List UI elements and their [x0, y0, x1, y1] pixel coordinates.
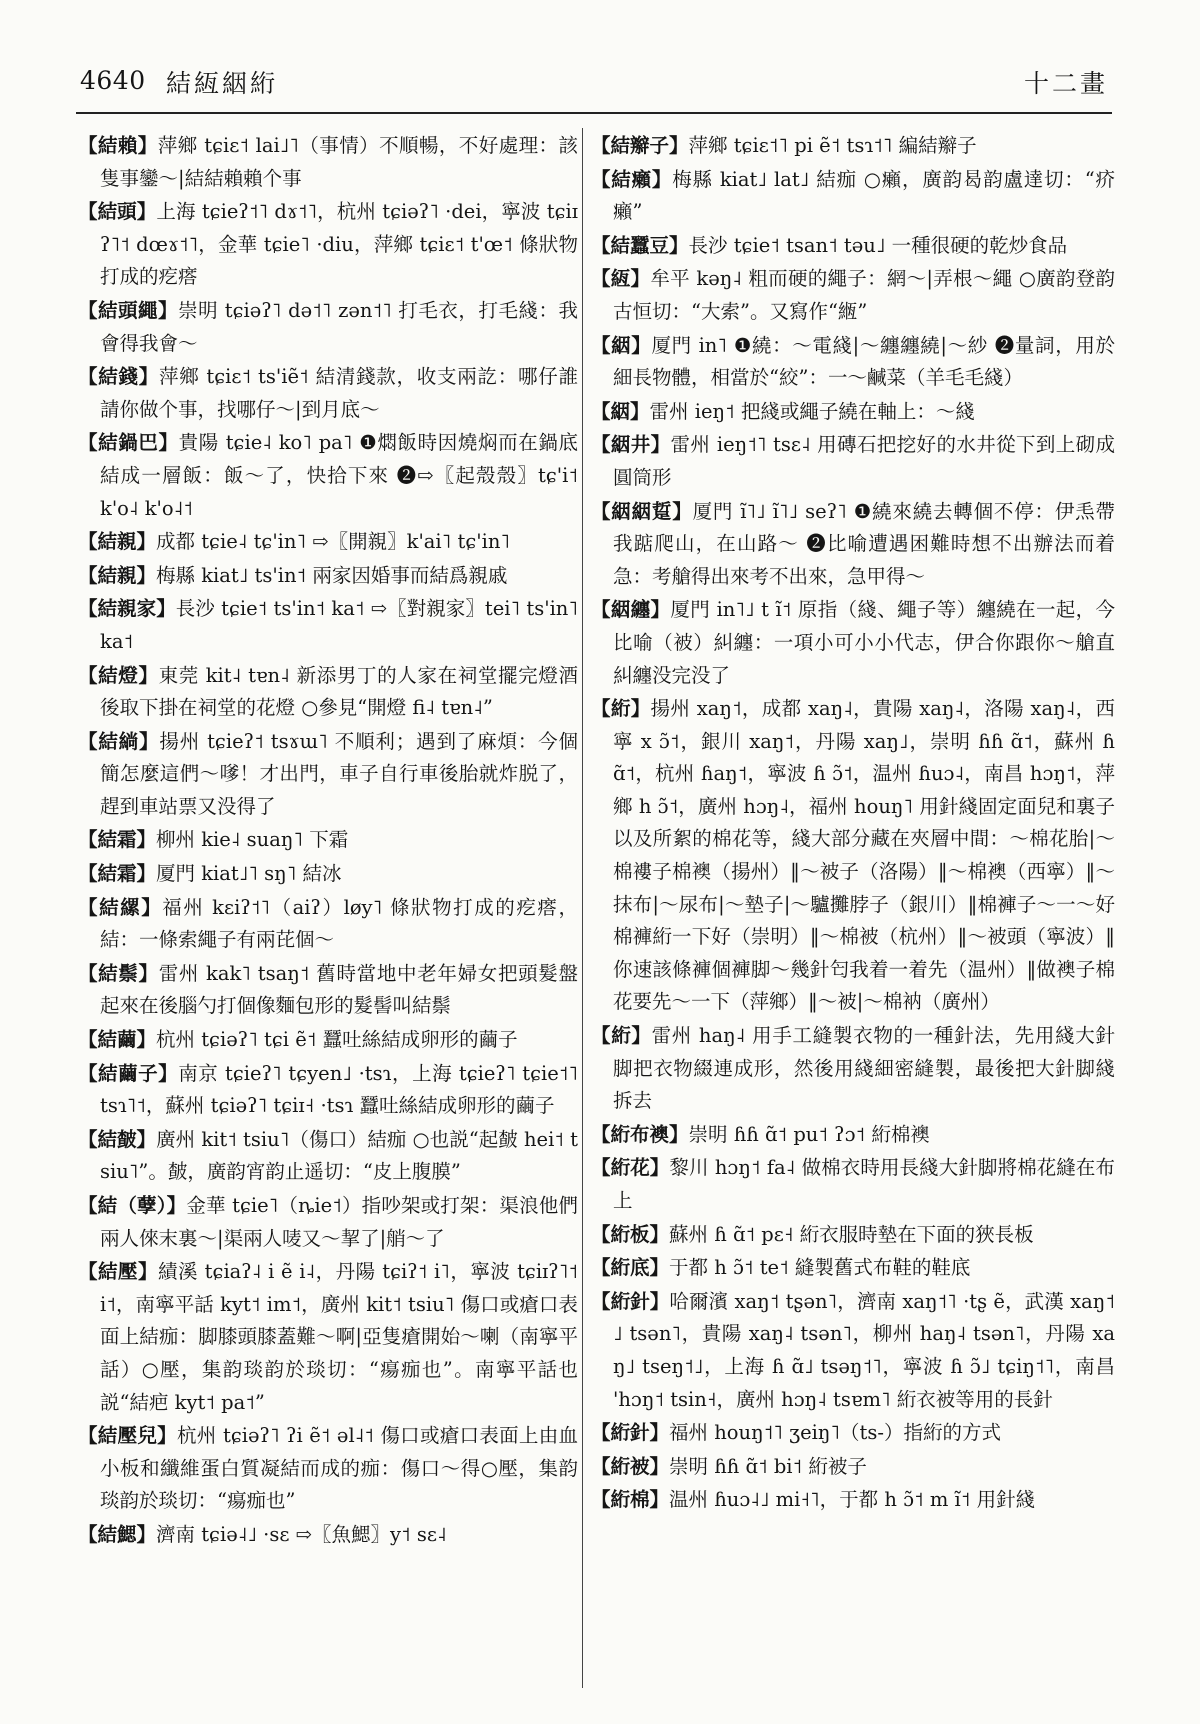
- entry-headword: 【結壓兒】: [78, 1424, 177, 1448]
- dictionary-entry: [591, 130, 1115, 163]
- entry-definition: 雷州 ieŋ˦ 把綫或繩子繞在軸上：～綫: [649, 399, 975, 423]
- dictionary-entry: [78, 361, 578, 426]
- entry-headword: 【結（孽）】: [78, 1194, 187, 1217]
- dictionary-entry: [78, 726, 578, 824]
- entry-definition: 雷州 ieŋ˦˥ tsɛ˨ 用磚石把挖好的水井從下到上砌成圓筒形: [613, 433, 1115, 489]
- entry-definition: 崇明 ɦɦ ɑ̃˦ bi˦ 絎被子: [669, 1454, 867, 1478]
- entry-definition: 廣州 kit˦ tsiu˥（傷口）結痂 ○也説“起皶 hei˦ tsiu˥”。皶，廣韵宵韵止遥切：“皮上腹膜”: [100, 1127, 578, 1184]
- right-column: [591, 130, 1115, 1518]
- entry-headword: 【絪】: [591, 333, 652, 357]
- entry-definition: 成都 tɕie˨ tɕ'in˥ ⇨〖開親〗k'ai˥ tɕ'in˥: [156, 530, 511, 554]
- entry-headword: 【絎板】: [591, 1222, 670, 1246]
- dictionary-entry: [591, 164, 1115, 229]
- entry-headword: 【絎棉】: [591, 1488, 670, 1512]
- entry-definition: 濟南 tɕiə˨˩ ·sɛ ⇨〖魚鰓〗y˦ sɛ˨: [156, 1522, 447, 1546]
- entry-definition: 蘇州 ɦ ɑ̃˦ pɛ˧ 絎衣服時墊在下面的狹長板: [669, 1222, 1034, 1246]
- dictionary-entry: [78, 427, 578, 525]
- entry-definition: 萍鄉 tɕiɛ˦ lai˩˥（事情）不順暢，不好處理：該隻事鑾～|結結賴賴个事: [100, 134, 578, 190]
- entry-headword: 【結蠶豆】: [591, 233, 689, 257]
- entry-definition: 崇明 tɕiəʔ˥ də˦˥ zən˦˥ 打毛衣，打毛綫：我會得我會～: [100, 298, 578, 355]
- entry-headword: 【結辮子】: [591, 134, 689, 157]
- dictionary-entry: [591, 396, 1115, 429]
- entry-headword: 【結癩】: [591, 167, 673, 191]
- dictionary-entry: [78, 958, 578, 1023]
- dictionary-entry: [78, 892, 578, 957]
- entry-headword: 【結繭子】: [78, 1061, 179, 1085]
- dictionary-entry: [78, 858, 578, 891]
- dictionary-entry: [78, 526, 578, 559]
- entry-headword: 【結霜】: [78, 828, 157, 852]
- entry-headword: 【絪絪踅】: [591, 499, 693, 523]
- entry-headword: 【結親】: [78, 530, 157, 554]
- entry-definition: 揚州 tɕieʔ˦ tsɤɯ˥ 不順利；遇到了麻煩：今個簡怎麼這們～嗲！才出門，車子自行車後胎就炸脱了，趕到車站票又没得了: [100, 729, 578, 818]
- dictionary-entry: [591, 1451, 1115, 1484]
- entry-definition: 萍鄉 tɕiɛ˦˥ pi ẽ˦ tsɿ˦˥ 編結辮子: [688, 134, 977, 157]
- entry-definition: 柳州 kie˨ suaŋ˥ 下霜: [156, 828, 349, 852]
- entry-headword: 【結賴】: [78, 134, 158, 157]
- entry-headword: 【絎被】: [591, 1454, 670, 1478]
- entry-definition: 福州 houŋ˦˥ ʒeiŋ˥（ts-）指絎的方式: [669, 1421, 1001, 1445]
- dictionary-entry: [78, 1124, 578, 1189]
- entry-definition: 厦門 in˥ ❶繞：～電綫|～纏纏繞|～紗 ❷量詞，用於細長物體，相當於“絞”：一～鹹菜（羊毛毛綫）: [613, 333, 1115, 390]
- entry-headword: 【結霜】: [78, 862, 157, 886]
- dictionary-entry: [78, 824, 578, 857]
- entry-definition: 杭州 tɕiəʔ˥ ʔi ẽ˦ əl˨˦ 傷口或瘡口表面上由血小板和纖維蛋白質凝結而成的痂：傷口～得○壓，集韵琰韵於琰切：“瘍痂也”: [100, 1424, 578, 1513]
- entry-headword: 【結壓】: [78, 1260, 158, 1284]
- entry-headword: 【絎布襖】: [591, 1122, 689, 1146]
- entry-headword: 【結緔】: [78, 729, 160, 753]
- entry-definition: 梅縣 kiat˩ lat˩ 結痂 ○癩，廣韵曷韵盧達切：“疥癩”: [613, 167, 1115, 224]
- entry-headword: 【結鍋巴】: [78, 431, 179, 455]
- entry-headword: 【結燈】: [78, 663, 159, 687]
- dictionary-entry: [78, 130, 578, 195]
- entry-headword: 【結繭】: [78, 1028, 157, 1052]
- dictionary-entry: [78, 1024, 578, 1057]
- left-column: [78, 130, 578, 1553]
- entry-headword: 【絪纏】: [591, 598, 671, 622]
- running-title: 結絚絪絎: [166, 69, 279, 98]
- entry-headword: 【絎】: [591, 697, 651, 721]
- entry-definition: 厦門 kiat˩˥ sŋ˥ 結冰: [156, 862, 342, 886]
- entry-definition: 雷州 kak˥ tsaŋ˦ 舊時當地中老年婦女把頭髮盤起來在後腦勺打個像麵包形的髮髻叫結鬃: [100, 961, 578, 1018]
- entry-headword: 【絎底】: [591, 1256, 670, 1280]
- dictionary-entry: [78, 1058, 578, 1123]
- entry-definition: 厦門 in˥˩ t ĩ˦ 原指（綫、繩子等）纏繞在一起，今比喻（被）糾纏：一項小可小小代志，伊合你跟你～艙直糾纏没完没了: [613, 598, 1115, 687]
- dictionary-entry: [591, 1252, 1115, 1285]
- entry-definition: 揚州 xaŋ˦，成都 xaŋ˨，貴陽 xaŋ˨，洛陽 xaŋ˨，西寧 x ɔ̃˦，銀川 xaŋ˦，丹陽 xaŋ˩，崇明 ɦɦ ɑ̃˦，蘇州 ɦ ɑ̃˦，杭州 ɦaŋ˦，寧波 ɦ ɔ̃˦，温州 ɦuɔ˨，南昌 hɔŋ˦，萍鄉 h ɔ̃˦，廣州 hɔŋ˨，福州 houŋ˥ 用針綫固定面兒和裏子以及所絮的棉花等，綫大部分藏在夾層中間：～棉花胎|～棉褸子棉襖（揚州）‖～被子（洛陽）‖～棉襖（西寧）‖～抹布|～尿布|～墊子|～驢攤脖子（銀川）‖棉褲子～一～好棉褲絎一下好（崇明）‖～棉被（杭州）‖～被頭（寧波）‖你速該條褲個褲脚～幾針匄我着一着先（温州）‖做襖子棉花要先～一下（萍鄉）‖～被|～棉衲（廣州）: [613, 697, 1115, 1014]
- dictionary-entry: [591, 1219, 1115, 1252]
- entry-headword: 【絎花】: [591, 1156, 670, 1180]
- entry-headword: 【結皶】: [78, 1127, 157, 1151]
- entry-headword: 【絎】: [591, 1024, 652, 1048]
- entry-definition: 黎川 hɔŋ˦ fa˨ 做棉衣時用長綫大針脚將棉花縫在布上: [613, 1156, 1115, 1212]
- entry-definition: 厦門 ĩ˥˩ ĩ˥˩ seʔ˥ ❶繞來繞去轉個不停：伊𤆬帶我踮爬山，在山路～ ❷比喻遭遇困難時想不出辦法而着急：考艙得出來考不出來，急甲得～: [613, 499, 1115, 588]
- page-header: [76, 62, 1112, 114]
- entry-definition: 萍鄉 tɕiɛ˦ ts'iẽ˦ 結清錢款，收支兩訖：哪仔誰請你做个事，找哪仔～|到月底～: [100, 365, 578, 421]
- dictionary-entry: [591, 1020, 1115, 1118]
- entry-headword: 【結親】: [78, 563, 157, 587]
- dictionary-entry: [591, 1119, 1115, 1152]
- dictionary-entry: [78, 1519, 578, 1552]
- column-divider: [582, 128, 583, 1688]
- entry-headword: 【絪】: [591, 399, 650, 423]
- entry-headword: 【絪井】: [591, 433, 671, 457]
- dictionary-entry: [591, 1152, 1115, 1217]
- entry-definition: 温州 ɦuɔ˨˩ mi˧˥，于都 h ɔ̃˦ m ĩ˦ 用針綫: [669, 1488, 1036, 1512]
- dictionary-entry: [591, 330, 1115, 395]
- entry-definition: 長沙 tɕie˦ ts'in˦ ka˦ ⇨〖對親家〗tei˥ ts'in˥ ka˦: [100, 597, 578, 653]
- entry-definition: 杭州 tɕiəʔ˥ tɕi ẽ˦ 蠶吐絲結成卵形的繭子: [156, 1028, 518, 1052]
- dictionary-entry: [591, 1484, 1115, 1517]
- dictionary-entry: [78, 593, 578, 658]
- entry-definition: 雷州 haŋ˨ 用手工縫製衣物的一種針法，先用綫大針脚把衣物綴連成形，然後用綫細密縫製，最後把大針脚綫拆去: [613, 1024, 1115, 1113]
- dictionary-entry: [591, 594, 1115, 692]
- dictionary-entry: [591, 263, 1115, 328]
- entry-definition: 南京 tɕieʔ˥ tɕyen˩ ·tsɿ，上海 tɕieʔ˥ tɕie˦˥ tsɿ˥˦，蘇州 tɕiəʔ˥ tɕiɪ˧ ·tsɿ 蠶吐絲結成卵形的繭子: [100, 1061, 578, 1118]
- entry-definition: 于都 h ɔ̃˦ te˦ 縫製舊式布鞋的鞋底: [669, 1256, 971, 1280]
- entry-definition: 梅縣 kiat˩ ts'in˦ 兩家因婚事而結爲親戚: [156, 563, 508, 587]
- entry-headword: 【絎針】: [591, 1289, 670, 1313]
- dictionary-entry: [78, 1420, 578, 1518]
- dictionary-entry: [591, 429, 1115, 494]
- entry-definition: 牟平 kəŋ˨ 粗而硬的繩子：網～|弄根～繩 ○廣韵登韵古恒切：“大索”。又寫作“緪”: [613, 267, 1115, 323]
- dictionary-entry: [591, 1417, 1115, 1450]
- entry-definition: 金華 tɕie˥（ȵie˦）指吵架或打架：渠浪他們兩人倈末裏～|渠兩人唛又～挈了|艄～了: [100, 1194, 578, 1250]
- dictionary-entry: [78, 295, 578, 360]
- entry-headword: 【結錢】: [78, 365, 159, 389]
- dictionary-entry: [591, 1286, 1115, 1416]
- dictionary-entry: [591, 693, 1115, 1019]
- entry-definition: 上海 tɕieʔ˦˥ dɤ˦˥，杭州 tɕiəʔ˥ ·dei，寧波 tɕiɪʔ˥˦ dœɤ˦˥，金華 tɕie˥ ·diu，萍鄉 tɕiɛ˦ t'œ˦ 條狀物打成的疙瘩: [100, 200, 578, 289]
- stroke-count-section: 十二畫: [1023, 69, 1108, 98]
- dictionary-entry: [78, 660, 578, 725]
- dictionary-entry: [591, 230, 1115, 263]
- entry-definition: 崇明 ɦɦ ɑ̃˦ pu˦ ʔɔ˦ 絎棉襖: [688, 1122, 930, 1146]
- dictionary-entry: [78, 1190, 578, 1255]
- entry-headword: 【結親家】: [78, 597, 176, 621]
- dictionary-entry: [78, 196, 578, 294]
- entry-definition: 績溪 tɕiaʔ˨ i ẽ i˨，丹陽 tɕiʔ˦ i˥，寧波 tɕiɪʔ˥˦ i˦，南寧平話 kyt˦ im˦，廣州 kit˦ tsiu˥ 傷口或瘡口表面上結痂：脚膝頭膝蓋難～啊|亞隻瘡開始～喇（南寧平話）○壓，集韵琰韵於琰切：“瘍痂也”。南寧平話也説“結疤 kyt˦ pa˦”: [100, 1260, 578, 1414]
- page-number: 4640: [80, 66, 146, 95]
- entry-headword: 【結頭繩】: [78, 298, 179, 322]
- entry-definition: 哈爾濱 xaŋ˦ tʂən˥，濟南 xaŋ˦˥ ·tʂ ẽ，武漢 xaŋ˦˩ tsən˥，貴陽 xaŋ˨ tsən˥，柳州 haŋ˨ tsən˥，丹陽 xaŋ˩ tseŋ˦˩，上海 ɦ ɑ̃˩ tsəŋ˦˥，寧波 ɦ ɔ̃˩ tɕiŋ˦˥，南昌 'hɔŋ˦ tsin˧，廣州 hɔŋ˨ tsɐm˥ 絎衣被等用的長針: [613, 1289, 1115, 1411]
- entry-headword: 【絎針】: [591, 1421, 670, 1445]
- entry-headword: 【絚】: [591, 267, 651, 291]
- entry-headword: 【結鬃】: [78, 961, 159, 985]
- entry-headword: 【結頭】: [78, 200, 157, 224]
- entry-headword: 【結鰓】: [78, 1522, 157, 1546]
- entry-definition: 貴陽 tɕie˨ ko˥ pa˥ ❶燜飯時因燒焖而在鍋底結成一層飯：飯～了，快拾下來 ❷⇨〖起殼殼〗tɕ'i˦ k'o˨ k'o˨˦: [100, 431, 578, 520]
- entry-headword: 【結縲】: [78, 895, 163, 919]
- entry-definition: 長沙 tɕie˦ tsan˦ təu˩ 一種很硬的乾炒食品: [688, 233, 1068, 257]
- entry-definition: 東莞 kit˨ tɐn˨ 新添男丁的人家在祠堂擺完燈酒後取下掛在祠堂的花燈 ○參見“開燈 fi˨ tɐn˨”: [100, 663, 578, 720]
- dictionary-entry: [78, 560, 578, 593]
- entry-definition: 福州 kɛiʔ˦˥（aiʔ）løy˥ 條狀物打成的疙瘩，結：一條索繩子有兩芘個～: [100, 895, 578, 952]
- dictionary-entry: [591, 496, 1115, 594]
- dictionary-entry: [78, 1256, 578, 1419]
